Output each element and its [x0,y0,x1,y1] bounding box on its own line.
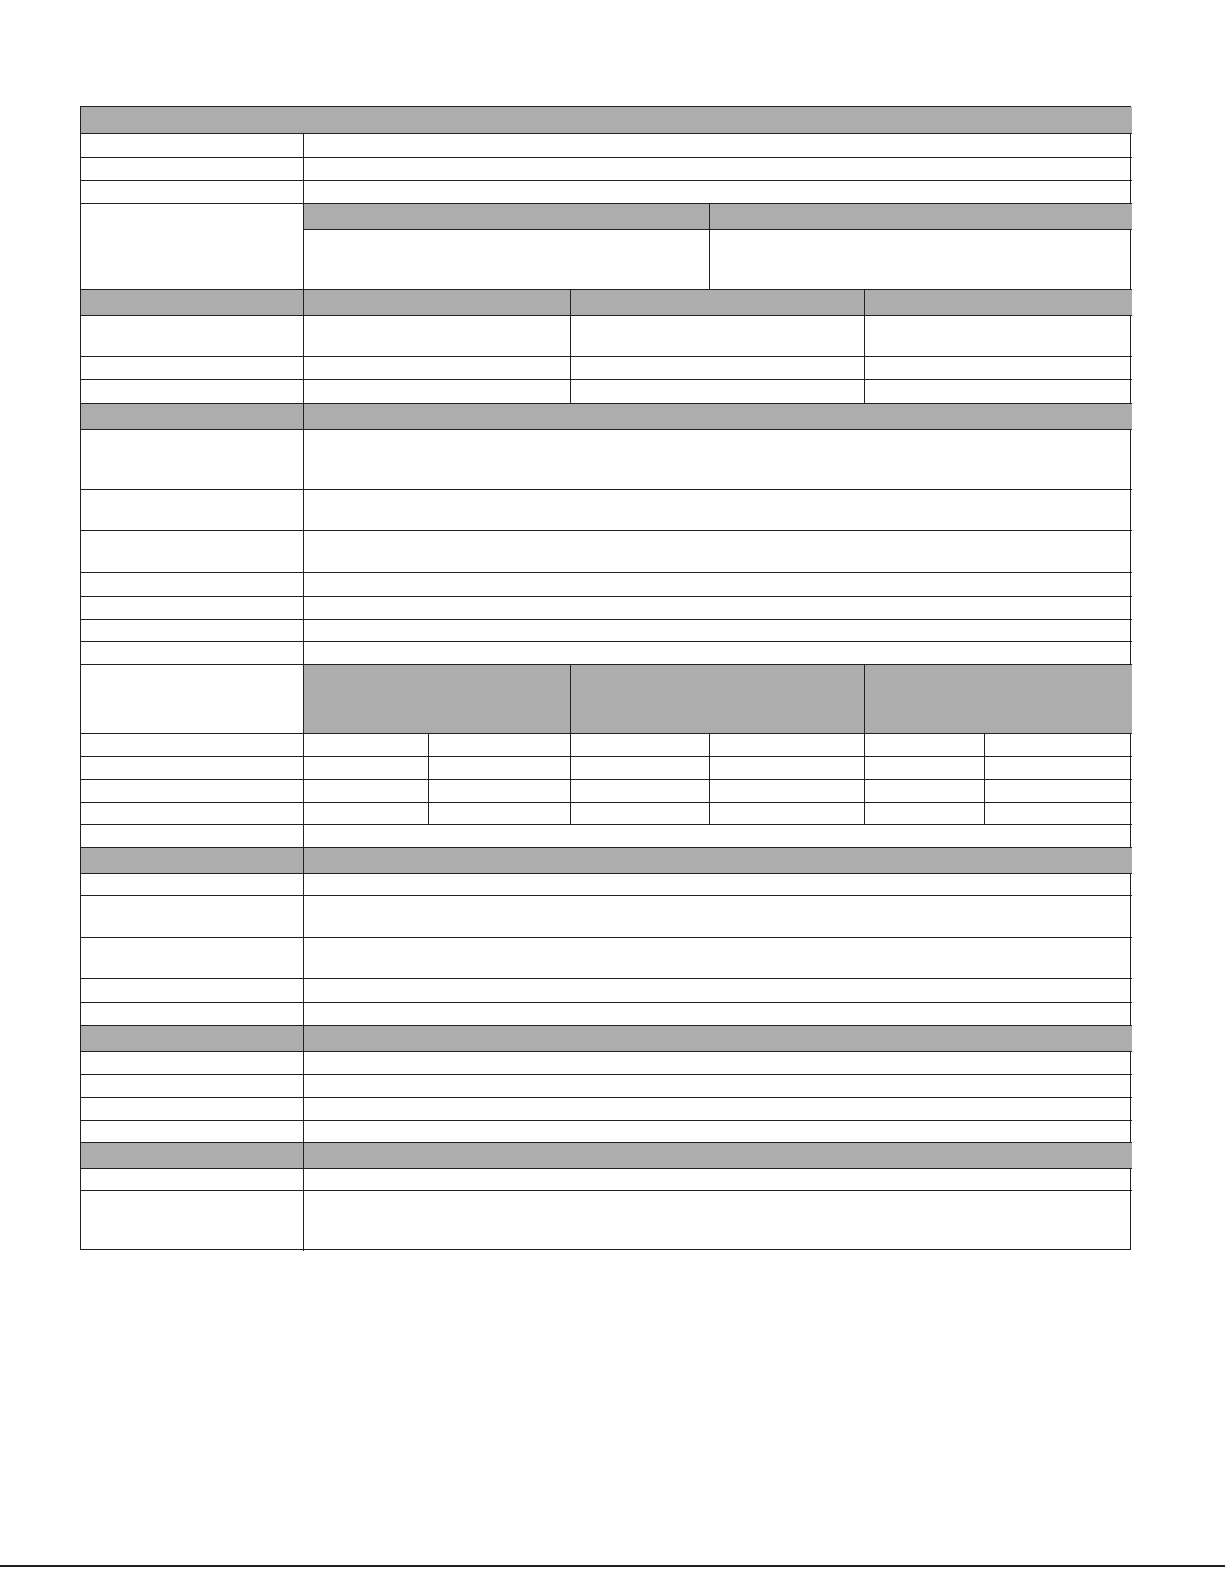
column-divider [303,133,304,1251]
row-divider [81,937,1132,938]
row-divider [81,619,1132,620]
blank-form-table [80,106,1131,1250]
row-divider [81,756,1132,757]
row-divider [81,596,1132,597]
column-divider [570,289,571,403]
row-divider [81,873,1132,874]
row-divider [81,847,1132,848]
section-header-bar [81,1142,1132,1168]
section-header-bar [81,403,1132,429]
row-divider [81,779,1132,780]
row-divider [81,1002,1132,1003]
row-divider [81,315,1132,316]
row-divider [81,289,1132,290]
row-divider [81,180,1132,181]
subheader-bar [303,203,1132,229]
column-divider [709,203,710,289]
column-divider [570,664,571,824]
row-divider [81,489,1132,490]
row-divider [303,229,1132,230]
row-divider [81,1142,1132,1143]
row-divider [81,824,1132,825]
column-divider [984,733,985,824]
row-divider [81,530,1132,531]
row-divider [81,157,1132,158]
column-divider [428,733,429,824]
column-divider [709,733,710,824]
row-divider [81,978,1132,979]
row-divider [81,895,1132,896]
row-divider [81,403,1132,404]
row-divider [81,802,1132,803]
row-divider [81,429,1132,430]
group-header-block [303,664,1132,733]
row-divider [81,733,1132,734]
section-header-bar [81,1025,1132,1051]
row-divider [81,356,1132,357]
row-divider [81,1168,1132,1169]
column-divider [864,289,865,403]
row-divider [81,133,1132,134]
row-divider [81,1025,1132,1026]
row-divider [81,572,1132,573]
column-divider [864,664,865,824]
section-header-bar [81,847,1132,873]
row-divider [81,1051,1132,1052]
row-divider [81,641,1132,642]
column-header-bar [81,289,1132,315]
section-header-bar [81,107,1132,133]
row-divider [81,203,1132,204]
page-bottom-rule [0,1565,1225,1567]
row-divider [81,1097,1132,1098]
row-divider [81,1190,1132,1191]
row-divider [81,379,1132,380]
row-divider [81,1120,1132,1121]
row-divider [81,1074,1132,1075]
row-divider [81,664,1132,665]
